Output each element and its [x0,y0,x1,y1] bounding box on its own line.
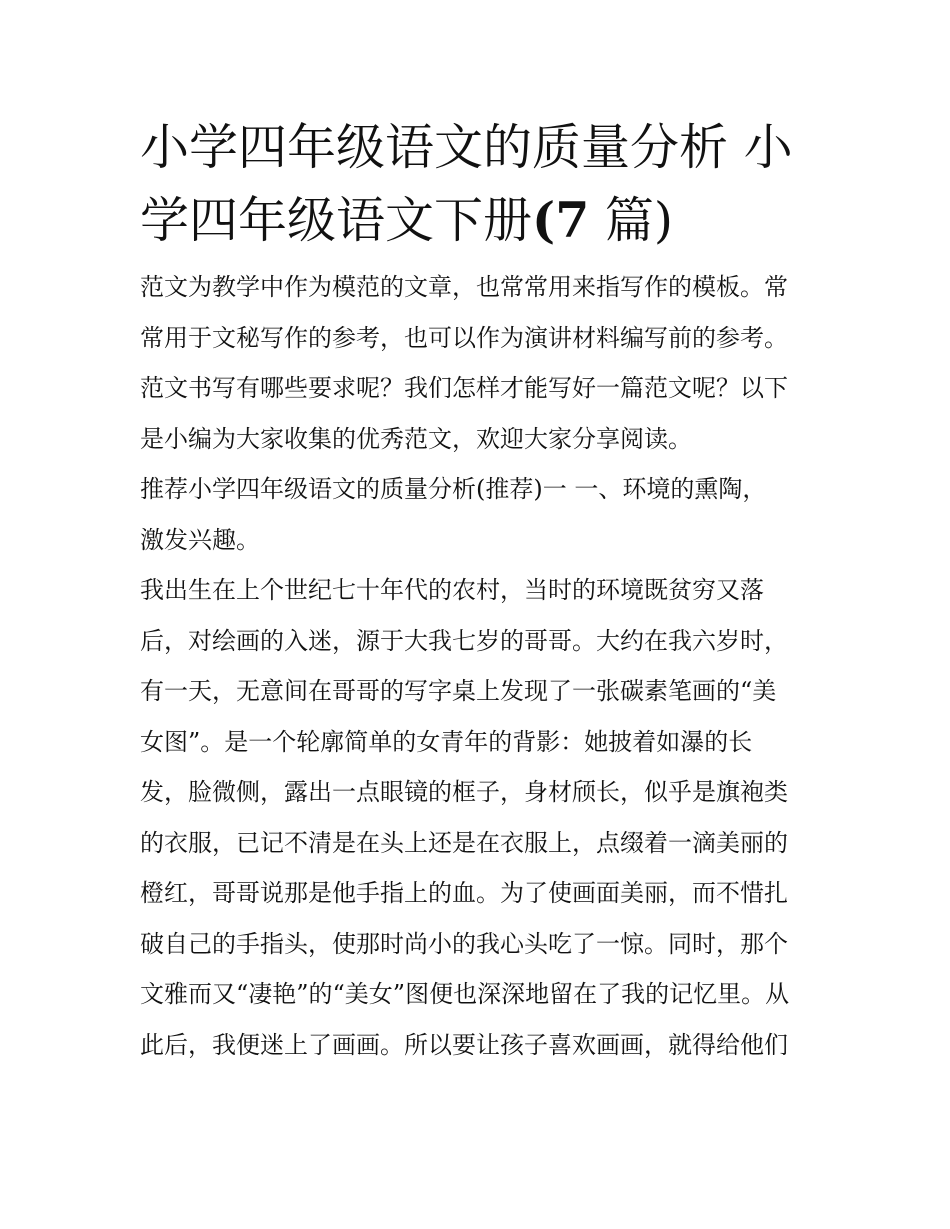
body-line: 文雅而又“凄艳”的“美女”图便也深深地留在了我的记忆里。从 [140,980,790,1008]
heading-line: 推荐小学四年级语文的质量分析(推荐)一 一、环境的熏陶， [140,475,767,503]
intro-line: 常用于文秘写作的参考，也可以作为演讲材料编写前的参考。 [140,323,788,352]
title-line-2-suffix: 篇) [589,192,673,249]
body-line: 此后，我便迷上了画画。所以要让孩子喜欢画画，就得给他们 [140,1030,788,1059]
title-line-2 [140,184,812,256]
document-title [140,112,812,256]
body-line: 发，脸微侧，露出一点眼镜的框子，身材颀长，似乎是旗袍类 [140,778,788,806]
title-line-2-bold: (7 [532,191,590,249]
document-page [140,112,812,1070]
intro-line: 是小编为大家收集的优秀范文，欢迎大家分享阅读。 [140,424,692,453]
body-line: 橙红，哥哥说那是他手指上的血。为了使画面美丽，而不惜扎 [140,879,788,907]
intro-paragraph [140,262,812,464]
heading-line: 激发兴趣。 [140,525,260,554]
body-paragraph [140,565,812,1070]
body-line: 女图”。是一个轮廓简单的女青年的背影：她披着如瀑的长 [140,727,753,756]
section-heading [140,464,812,565]
body-line: 我出生在上个世纪七十年代的农村，当时的环境既贫穷又落 [140,576,764,604]
title-line-2-prefix: 学四年级语文下册 [140,192,533,249]
intro-line: 范文为教学中作为模范的文章，也常常用来指写作的模板。常 [140,273,788,301]
body-line: 破自己的手指头，使那时尚小的我心头吃了一惊。同时，那个 [140,929,788,958]
body-line: 后，对绘画的入迷，源于大我七岁的哥哥。大约在我六岁时， [140,626,788,655]
intro-line: 范文书写有哪些要求呢？我们怎样才能写好一篇范文呢？以下 [140,374,788,402]
body-line: 的衣服，已记不清是在头上还是在衣服上，点缀着一滴美丽的 [140,828,788,857]
title-line-1: 小学四年级语文的质量分析 小 [140,119,793,176]
body-line: 有一天，无意间在哥哥的写字桌上发现了一张碳素笔画的“美 [140,677,777,705]
